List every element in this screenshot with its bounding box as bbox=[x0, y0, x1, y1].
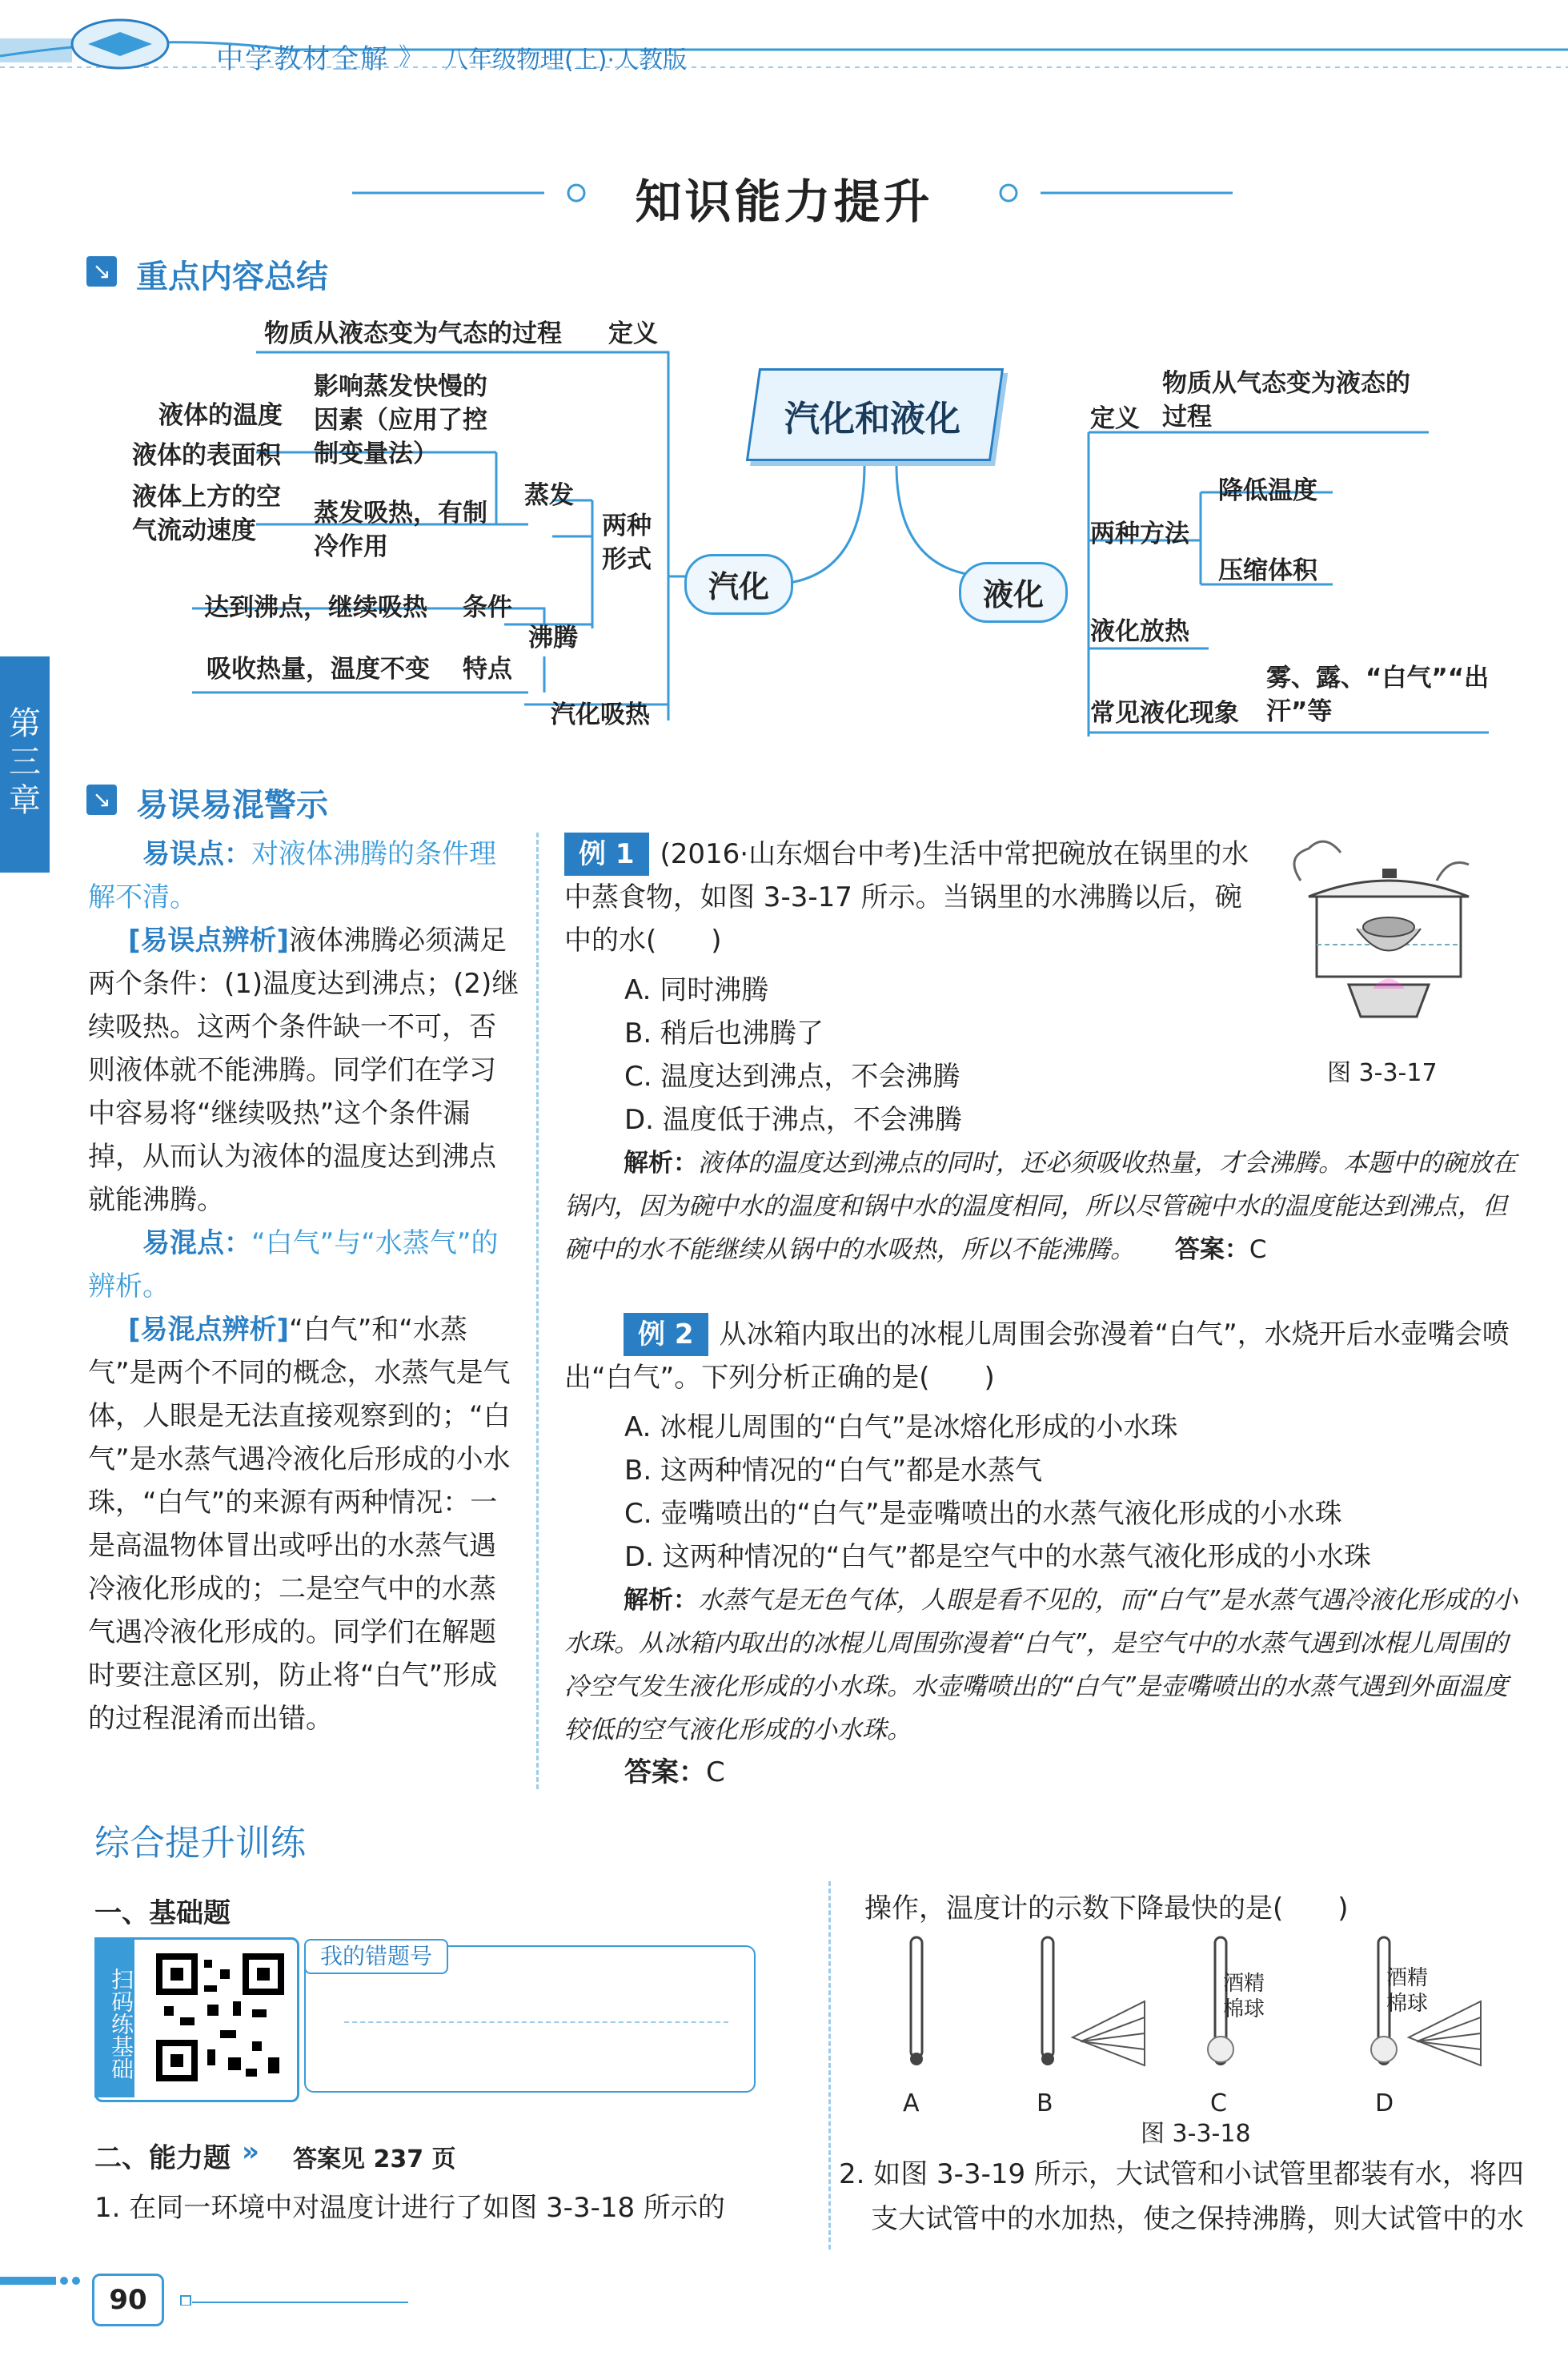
double-chevron-icon: » bbox=[242, 2136, 259, 2168]
fig18-label-d: D bbox=[1375, 2089, 1394, 2117]
example1-analysis: 解析：液体的温度达到沸点的同时，还必须吸收热量，才会沸腾。本题中的碗放在锅内，因为碗中水的温度和锅中水的温度相同，所以尽管碗中水的温度能达到沸点，但碗中的水不能继续从锅中的水吸热，所以不能沸腾。 答案：C bbox=[564, 1149, 1517, 1264]
example1-option-c: C. 温度达到沸点，不会沸腾 bbox=[624, 1061, 960, 1093]
factor-air-flow: 液体上方的空 气流动速度 bbox=[132, 483, 281, 545]
fig18-label-a: A bbox=[903, 2089, 920, 2117]
question-2-line1: 2. 如图 3-3-19 所示，大试管和小试管里都装有水，将四 bbox=[839, 2158, 1524, 2190]
node-liquefaction-label: 液化 bbox=[982, 577, 1044, 612]
pot-figure bbox=[1277, 833, 1501, 1025]
section-key-title: 重点内容总结 bbox=[136, 259, 328, 295]
ability-answer: 答案见 237 页 bbox=[293, 2145, 456, 2173]
example2-analysis: 解析：水蒸气是无色气体，人眼是看不见的，而“白气”是水蒸气遇冷液化形成的小水珠。从冰箱内取出的冰棍儿周围弥漫着“白气”，是空气中的水蒸气遇到冰棍儿周围的冷空气发生液化形成的小水珠。水壶嘴喷出的“白气”是壶嘴喷出的水蒸气遇到外面温度较低的空气液化形成的小水珠。 bbox=[564, 1586, 1518, 1744]
factor-temperature: 液体的温度 bbox=[158, 401, 283, 430]
two-forms-label: 两种 形式 bbox=[602, 512, 652, 574]
evap-absorb: 蒸发吸热，有制 冷作用 bbox=[314, 499, 487, 561]
fig18-label-b: B bbox=[1037, 2089, 1053, 2117]
mistake-analysis: [易误点辨析]液体沸腾必须满足两个条件：(1)温度达到沸点；(2)继续吸热。这两个条件缺一不可，否则液体就不能沸腾。同学们在学习中容易将“继续吸热”这个条件漏掉，从而认为液体的温度达到沸点就能沸腾。 bbox=[88, 925, 519, 1216]
mistakes-column bbox=[88, 833, 520, 1740]
page-number: 90 bbox=[92, 2274, 164, 2326]
question-1-continued: 操作，温度计的示数下降最快的是( ) bbox=[864, 1892, 1349, 1924]
example2-option-b: B. 这两种情况的“白气”都是水蒸气 bbox=[624, 1455, 1043, 1487]
example1-option-b: B. 稍后也沸腾了 bbox=[624, 1017, 824, 1050]
fig18-cotton-d: 酒精 棉球 bbox=[1386, 1966, 1429, 2016]
fig18-caption: 图 3-3-18 bbox=[1141, 2120, 1251, 2148]
boiling-feature: 吸收热量，温度不变 bbox=[207, 655, 430, 684]
scan-label: 扫码练基础 bbox=[94, 1937, 134, 2097]
example2-answer: 答案：C bbox=[624, 1756, 725, 1788]
node-vaporization-label: 汽化 bbox=[708, 569, 769, 604]
evap-factors-title: 影响蒸发快慢的 因素（应用了控 制变量法） bbox=[314, 372, 487, 468]
column-divider bbox=[536, 833, 539, 1789]
example1-option-d: D. 温度低于沸点，不会沸腾 bbox=[624, 1104, 962, 1136]
book-subtitle: 八年级物理(上)·人教版 bbox=[444, 46, 687, 74]
book-logo-icon bbox=[72, 20, 168, 68]
ability-title: 二、能力题 bbox=[94, 2142, 231, 2174]
right-definition-label: 定义 bbox=[1090, 404, 1140, 433]
basic-title: 一、基础题 bbox=[94, 1897, 231, 1929]
mistake-point: 易误点：对液体沸腾的条件理解不清。 bbox=[88, 838, 496, 913]
phenomena-text: 雾、露、“白气”“出 汗”等 bbox=[1266, 664, 1490, 726]
methods-label: 两种方法 bbox=[1090, 520, 1189, 548]
mindmap-center: 汽化和液化 bbox=[784, 399, 960, 439]
page-title: 知识能力提升 bbox=[635, 175, 933, 229]
example2-stem: 例 2 从冰箱内取出的冰棍儿周围会弥漫着“白气”，水烧开后水壶嘴会喷出“白气”。下列分析正确的是( ) bbox=[564, 1313, 1521, 1399]
chapter-tab: 第三章 bbox=[0, 656, 50, 873]
section-mistakes-title: 易误易混警示 bbox=[136, 787, 328, 824]
column-divider-2 bbox=[828, 1881, 831, 2250]
liquefaction-release: 液化放热 bbox=[1090, 617, 1189, 646]
confusion-point: 易混点：“白气”与“水蒸气”的辨析。 bbox=[88, 1227, 499, 1302]
method-lower-temp: 降低温度 bbox=[1218, 476, 1317, 505]
example2-option-a: A. 冰棍儿周围的“白气”是冰熔化形成的小水珠 bbox=[624, 1411, 1178, 1443]
boiling-condition-label: 条件 bbox=[463, 593, 512, 622]
boiling-label: 沸腾 bbox=[528, 624, 578, 652]
wrong-label: 我的错题号 bbox=[304, 1939, 448, 1974]
vaporization-absorb: 汽化吸热 bbox=[551, 700, 650, 729]
header-arrows: 》 bbox=[399, 43, 423, 71]
arrow-icon: ↘ bbox=[86, 256, 117, 287]
phenomena-label: 常见液化现象 bbox=[1090, 699, 1239, 728]
fig18-cotton-c: 酒精 棉球 bbox=[1223, 1972, 1265, 2021]
arrow-icon: ↘ bbox=[86, 785, 117, 815]
factor-surface-area: 液体的表面积 bbox=[132, 441, 281, 470]
example2-option-c: C. 壶嘴喷出的“白气”是壶嘴喷出的水蒸气液化形成的小水珠 bbox=[624, 1498, 1342, 1530]
wrong-input-line[interactable] bbox=[344, 2021, 728, 2023]
confusion-analysis: [易混点辨析]“白气”和“水蒸气”是两个不同的概念，水蒸气是气体，人眼是无法直接观察到的；“白气”是水蒸气遇冷液化后形成的小水珠，“白气”的来源有两种情况：一是高温物体冒出或呼出的水蒸气遇冷液化形成的；二是空气中的水蒸气遇冷液化形成的。同学们在解题时要注意区别，防止将“白气”形成的过程混淆而出错。 bbox=[88, 1314, 511, 1735]
example1-option-a: A. 同时沸腾 bbox=[624, 974, 769, 1006]
fig18-label-c: C bbox=[1210, 2089, 1227, 2117]
boiling-condition: 达到沸点，继续吸热 bbox=[204, 593, 427, 622]
example1-stem: 例 1 (2016·山东烟台中考)生活中常把碗放在锅里的水中蒸食物，如图 3-3-17 所示。当锅里的水沸腾以后，碗中的水( ) bbox=[564, 833, 1269, 962]
left-definition-label: 定义 bbox=[608, 319, 658, 348]
training-title: 综合提升训练 bbox=[94, 1823, 306, 1864]
left-definition-text: 物质从液态变为气态的过程 bbox=[264, 319, 562, 348]
method-compress: 压缩体积 bbox=[1218, 556, 1317, 585]
figure-17-caption: 图 3-3-17 bbox=[1327, 1059, 1438, 1087]
question-2-line2: 支大试管中的水加热，使之保持沸腾，则大试管中的水 bbox=[871, 2203, 1524, 2235]
example2-option-d: D. 这两种情况的“白气”都是空气中的水蒸气液化形成的小水珠 bbox=[624, 1541, 1372, 1573]
right-definition-text: 物质从气态变为液态的 过程 bbox=[1162, 369, 1410, 431]
evap-label: 蒸发 bbox=[524, 481, 574, 510]
book-title: 中学教材全解 bbox=[216, 43, 389, 75]
question-1: 1. 在同一环境中对温度计进行了如图 3-3-18 所示的 bbox=[94, 2192, 725, 2224]
qr-code-icon[interactable] bbox=[156, 1953, 284, 2081]
boiling-feature-label: 特点 bbox=[463, 655, 512, 684]
footer-decoration bbox=[0, 2258, 416, 2306]
